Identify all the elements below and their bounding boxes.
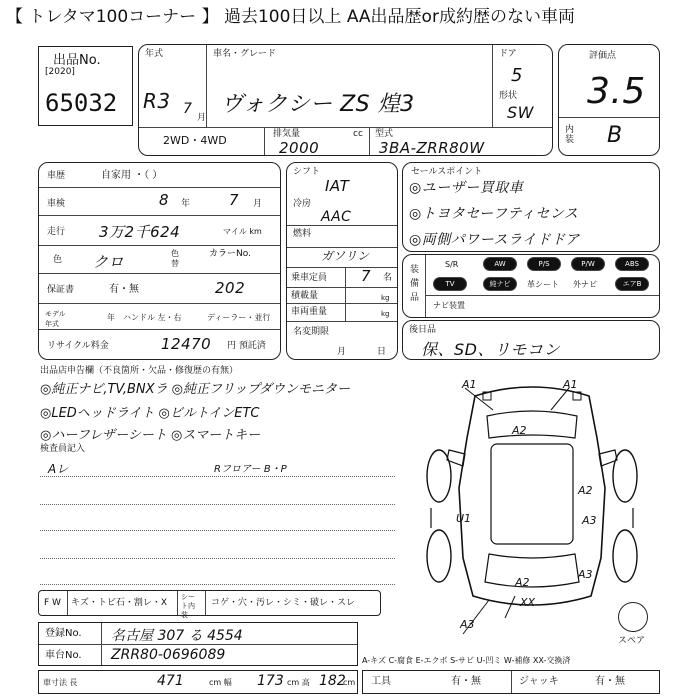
spare-tire-icon: [618, 602, 648, 632]
after-items: [402, 320, 660, 360]
model-value: 3BA-ZRR80W: [379, 139, 485, 157]
banner-title: 【 トレタマ100コーナー 】 過去100日以上 AA出品歴or成約歴のない車両: [6, 7, 575, 27]
note-line-2: ◎LEDヘッドライト ◎ビルトインETC: [40, 406, 260, 421]
left-details: [38, 162, 281, 360]
lot-year-code: [2020]: [45, 67, 75, 77]
year-label: 年式: [145, 49, 164, 59]
reg-value: 名古屋 307 る 4554: [111, 628, 243, 644]
inspection-year: 8: [159, 191, 170, 209]
length-value: 471: [157, 673, 184, 689]
equip-sr: S/R: [445, 260, 459, 269]
load-label: 積載量: [291, 291, 319, 301]
height-value: 182: [319, 673, 346, 689]
inspector-right-note: Rフロアー B・P: [214, 464, 287, 475]
reg-label: 登録No.: [45, 628, 82, 639]
note-line-1: ◎純正ナビ,TV,BNXラ ◎純正フリップダウンモニター: [40, 382, 351, 397]
warranty-value: 202: [215, 279, 246, 297]
after-value: 保、SD、リモコン: [421, 340, 560, 359]
renaming-label: 名変期限: [293, 327, 330, 337]
cc-unit: cc: [353, 129, 363, 139]
equip-aw: AW: [483, 257, 517, 271]
shift-label: シフト: [293, 167, 321, 177]
model-label: 型式: [375, 129, 394, 139]
after-label: 後日品: [409, 325, 437, 335]
damage-mark-a2-right: A2: [578, 484, 593, 497]
sales-point-2: ◎トヨタセーフティセンス: [409, 206, 579, 222]
recycle-unit: 円 預託済: [227, 341, 266, 351]
month-value: 7: [183, 101, 193, 117]
cm-unit: cm: [343, 678, 356, 687]
ac-value: AAC: [321, 209, 352, 225]
chassis-label: 車台No.: [45, 650, 82, 661]
damage-mark-a1-left: A1: [462, 378, 477, 391]
damage-mark-a3-bottom: A3: [460, 618, 475, 631]
damage-mark-a3-lower: A3: [578, 568, 593, 581]
fw-label: F W: [44, 598, 61, 608]
model-year-unit: 年: [107, 313, 115, 322]
displacement-value: 2000: [279, 139, 320, 157]
shape-value: SW: [507, 103, 534, 122]
ac-label: 冷房: [293, 199, 312, 209]
equipment-label: 装備品: [410, 265, 420, 303]
color-label: 色: [53, 255, 63, 265]
damage-mark-a2-top: A2: [512, 424, 527, 437]
jack-label: ジャッキ: [519, 676, 559, 687]
renaming-day: 日: [377, 347, 387, 357]
lot-number: 65032: [45, 89, 118, 117]
mileage-label: 走行: [47, 227, 66, 237]
drive-label: 2WD・4WD: [163, 134, 227, 147]
condition-row: [38, 590, 381, 619]
inspector-left-note: Aレ: [48, 462, 69, 476]
mid-details: [286, 162, 398, 360]
door-value: 5: [511, 65, 523, 86]
chassis-value: ZRR80-0696089: [111, 647, 226, 663]
history-label: 車歴: [47, 171, 66, 181]
fuel-label: 燃料: [293, 229, 312, 239]
shape-label: 形状: [499, 91, 518, 101]
capacity-value: 7: [361, 267, 372, 285]
car-name-label: 車名・グレード: [213, 49, 277, 59]
handle-label: ハンドル 左・右: [123, 313, 182, 322]
capacity-unit: 名: [383, 273, 393, 283]
history-options: 自家用 ・（ ）: [101, 170, 163, 181]
renaming-month: 月: [337, 347, 347, 357]
navi-label: ナビ装置: [433, 301, 465, 310]
interior-label: 内装: [565, 125, 575, 145]
tools-box: [362, 670, 660, 694]
color-change: 色替: [171, 249, 179, 268]
equip-ps: P/S: [527, 257, 561, 271]
seat-label: シート内装: [181, 593, 195, 619]
damage-mark-xx: XX: [520, 596, 536, 609]
recycle-value: 12470: [161, 335, 212, 353]
load-unit: kg: [381, 294, 390, 302]
month-unit: 月: [197, 113, 207, 123]
warranty-label: 保証書: [47, 285, 75, 295]
damage-mark-a3-right: A3: [582, 514, 597, 527]
dealer-label: ディーラー・並行: [207, 313, 271, 322]
tools-options: 有・無: [451, 676, 481, 687]
capacity-label: 乗車定員: [291, 273, 328, 283]
equip-leather: 革シート: [527, 280, 559, 289]
model-year-label: モデル年式: [45, 310, 66, 328]
fw-items: キズ・トビ石・割レ・X: [71, 598, 167, 608]
weight-unit: kg: [381, 310, 390, 318]
inspection-label: 車検: [47, 199, 66, 209]
score-box: [558, 44, 660, 156]
car-name-value: ヴォクシー ZS 煌3: [221, 92, 415, 117]
sales-point-1: ◎ユーザー買取車: [409, 180, 524, 196]
damage-mark-a2-rear: A2: [515, 576, 530, 589]
damage-mark-a1-right: A1: [563, 378, 578, 391]
color-value: クロ: [93, 253, 125, 271]
jack-options: 有・無: [595, 676, 625, 687]
equipment-box: [402, 254, 660, 318]
equip-tv: TV: [433, 277, 467, 291]
sales-points: [402, 162, 660, 252]
equip-pw: P/W: [571, 257, 605, 271]
shift-value: IAT: [325, 177, 350, 195]
color-code-label: カラーNo.: [209, 249, 251, 259]
year-value: R3: [143, 89, 171, 113]
size-label: 車寸法 長: [43, 678, 78, 687]
displacement-label: 排気量: [273, 129, 301, 139]
notes-label: 出品店申告欄（不良箇所・欠品・修復歴の有無）: [40, 366, 239, 376]
equip-ext-navi: 外ナビ: [573, 280, 597, 289]
equip-airbag: エアB: [615, 277, 649, 291]
lot-box: [38, 46, 133, 126]
seat-conditions: コゲ・穴・汚レ・シミ・破レ・スレ: [211, 598, 356, 608]
recycle-label: リサイクル料金: [47, 341, 109, 351]
sales-point-3: ◎両側パワースライドドア: [409, 232, 580, 248]
mileage-value: 3万2千624: [99, 223, 181, 241]
fuel-value: ガソリン: [321, 249, 370, 263]
score-value: 3.5: [587, 71, 646, 112]
inspection-month-unit: 月: [253, 199, 263, 209]
inspector-label: 検査員記入: [40, 444, 86, 454]
score-label: 評価点: [589, 51, 617, 61]
damage-legend: A-キズ C-腐食 E-エクボ S-サビ U-凹ミ W-補修 XX-交換済: [362, 656, 571, 665]
mileage-unit: マイル km: [223, 227, 262, 236]
spare-label: スペア: [618, 636, 646, 646]
warranty-options: 有・無: [109, 284, 139, 295]
width-label: cm 幅: [209, 678, 232, 687]
inspection-year-unit: 年: [181, 199, 191, 209]
note-line-3: ◎ハーフレザーシート ◎スマートキー: [40, 428, 261, 443]
tools-label: 工具: [371, 676, 391, 687]
width-value: 173: [257, 673, 284, 689]
equip-genuine-navi: 純ナビ: [483, 277, 517, 291]
door-label: ドア: [499, 49, 517, 59]
inspection-month: 7: [229, 191, 240, 209]
interior-value: B: [607, 123, 623, 148]
vehicle-header: [138, 44, 553, 156]
weight-label: 車両重量: [291, 307, 328, 317]
registration-box: [38, 622, 358, 666]
lot-label: 出品No.: [53, 53, 101, 68]
sales-label: セールスポイント: [411, 167, 483, 177]
size-box: [38, 670, 358, 694]
damage-mark-u1: U1: [456, 512, 472, 525]
height-label: cm 高: [287, 678, 310, 687]
equip-abs: ABS: [615, 257, 649, 271]
